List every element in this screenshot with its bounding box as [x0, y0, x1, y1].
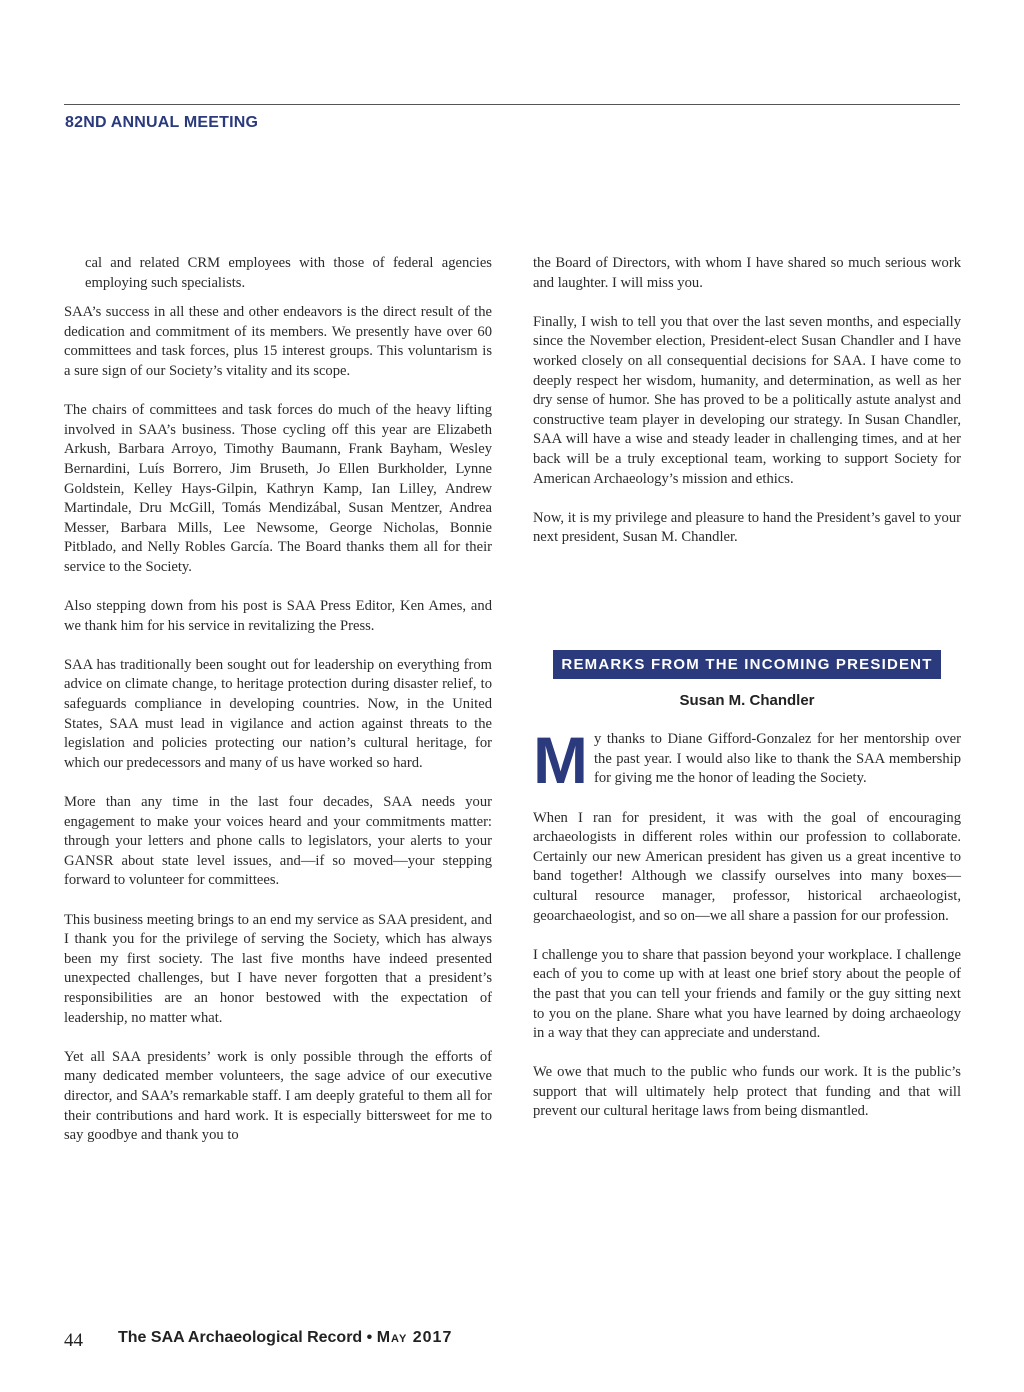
- paragraph: SAA’s success in all these and other endeavors is the direct result of the dedication and commitment of its members. We presently have over 60 committees and task forces, plus 15 interest groups. This voluntarism is a sure sign of our Society’s vitality and its scope.: [64, 304, 492, 379]
- paragraph: More than any time in the last four decades, SAA needs your engagement to make your voices heard and your commitments matter: through your letters and phone calls to legislators, your alerts to your GANSR about state level issues, and—if so moved—your stepping forward to volunteer for committees.: [64, 794, 492, 889]
- paragraph: We owe that much to the public who funds our work. It is the public’s support that will ultimately help protect that funding and that will prevent our cultural heritage laws from being dismantled.: [533, 1064, 961, 1120]
- paragraph: When I ran for president, it was with the goal of encouraging archaeologists in different roles within our profession to collaborate. Certainly our new American president has given us a great incentive to band together! Although we classify ourselves into many boxes—cultural resource manager, professor, historical archaeologist, geoarchaeologist, and so on—we all share a passion for our profession.: [533, 809, 961, 924]
- paragraph: This business meeting brings to an end my service as SAA president, and I thank you for the privilege of serving the Society, which has always been my first society. The last five months have indeed presented unexpected challenges, but I have never forgotten that a president’s responsibilities are an honor bestowed with the expectation of leadership, no matter what.: [64, 911, 492, 1026]
- author-byline: Susan M. Chandler: [679, 691, 815, 709]
- issue-date: May 2017: [376, 1329, 453, 1346]
- bullet-separator: •: [366, 1329, 373, 1346]
- paragraph: SAA has traditionally been sought out for leadership on everything from advice on climate change, to heritage protection during disaster relief, to safeguards compliance in developing countries. Now, in the United States, SAA must lead in vigilance and action against threats to the legislation and policies protecting our nation’s cultural heritage, for which our predecessors and many of us have worked so hard.: [64, 656, 492, 771]
- paragraph: Finally, I wish to tell you that over the last seven months, and especially since the November election, President-elect Susan Chandler and I have worked closely on all consequential decisions for SAA. I have come to deeply respect her wisdom, humanity, and determination, as well as her dry sense of humor. She has proved to be a politically astute analyst and constructive team player in developing our strategy. In Susan Chandler, SAA will have a wise and steady leader in challenging times, and at her back will be a truly exceptional team, working to support Society for American Archaeology’s mission and ethics.: [533, 313, 961, 487]
- drop-cap: M: [533, 723, 588, 798]
- paragraph: Now, it is my privilege and pleasure to hand the President’s gavel to your next president, Susan M. Chandler.: [533, 509, 961, 546]
- remarks-banner: REMARKS FROM THE INCOMING PRESIDENT: [553, 650, 940, 679]
- paragraph: Yet all SAA presidents’ work is only possible through the efforts of many dedicated member volunteers, the sage advice of our executive director, and SAA’s remarkable staff. I am deeply grateful to them all for their contributions and hard work. It is especially bittersweet for me to say goodbye and thank you to: [64, 1048, 492, 1144]
- publication-title: The SAA Archaeological Record: [118, 1329, 363, 1346]
- paragraph-text: y thanks to Diane Gifford-Gonzalez for her mentorship over the past year. I would also like to thank the SAA membership for giving me the honor of leading the Society.: [593, 731, 961, 787]
- paragraph: The chairs of committees and task forces do much of the heavy lifting involved in SAA’s business. Those cycling off this year are Elizabeth Arkush, Barbara Arroyo, Timothy Baumann, Frank Bayham, Wesley Bernardini, Luís Borrero, Jim Bruseth, Jo Ellen Burkholder, Lynne Goldstein, Kelley Hays-Gilpin, Kathryn Kamp, Ian Lilley, Andrew Martindale, Dru McGill, Tomás Mendizábal, Susan Mentzer, Andrea Messer, Barbara Mills, Lee Newsome, George Nicholas, Bonnie Pitblado, and Nelly Robles García. The Board thanks them all for their service to the Society.: [64, 402, 492, 575]
- incoming-president-remarks: [533, 650, 961, 1142]
- left-column: [64, 254, 492, 1165]
- paragraph: the Board of Directors, with whom I have shared so much serious work and laughter. I will miss you.: [533, 255, 961, 291]
- paragraph: [533, 723, 961, 798]
- right-column: [533, 254, 961, 568]
- page-number: 44: [64, 1330, 83, 1351]
- section-title: 82ND ANNUAL MEETING: [65, 114, 259, 131]
- paragraph: I challenge you to share that passion beyond your workplace. I challenge each of you to come up with at least one brief story about the people of the past that you can tell your friends and family or the guy sitting next to you on the plane. Share what you have learned by doing archaeology in a way that they can appreciate and understand.: [533, 946, 961, 1042]
- publication-footer: [118, 1329, 452, 1347]
- header-rule: [64, 104, 960, 105]
- paragraph: Also stepping down from his post is SAA Press Editor, Ken Ames, and we thank him for his service in revitalizing the Press.: [64, 598, 492, 634]
- paragraph: cal and related CRM employees with those of federal agencies employing such specialists.: [85, 255, 492, 291]
